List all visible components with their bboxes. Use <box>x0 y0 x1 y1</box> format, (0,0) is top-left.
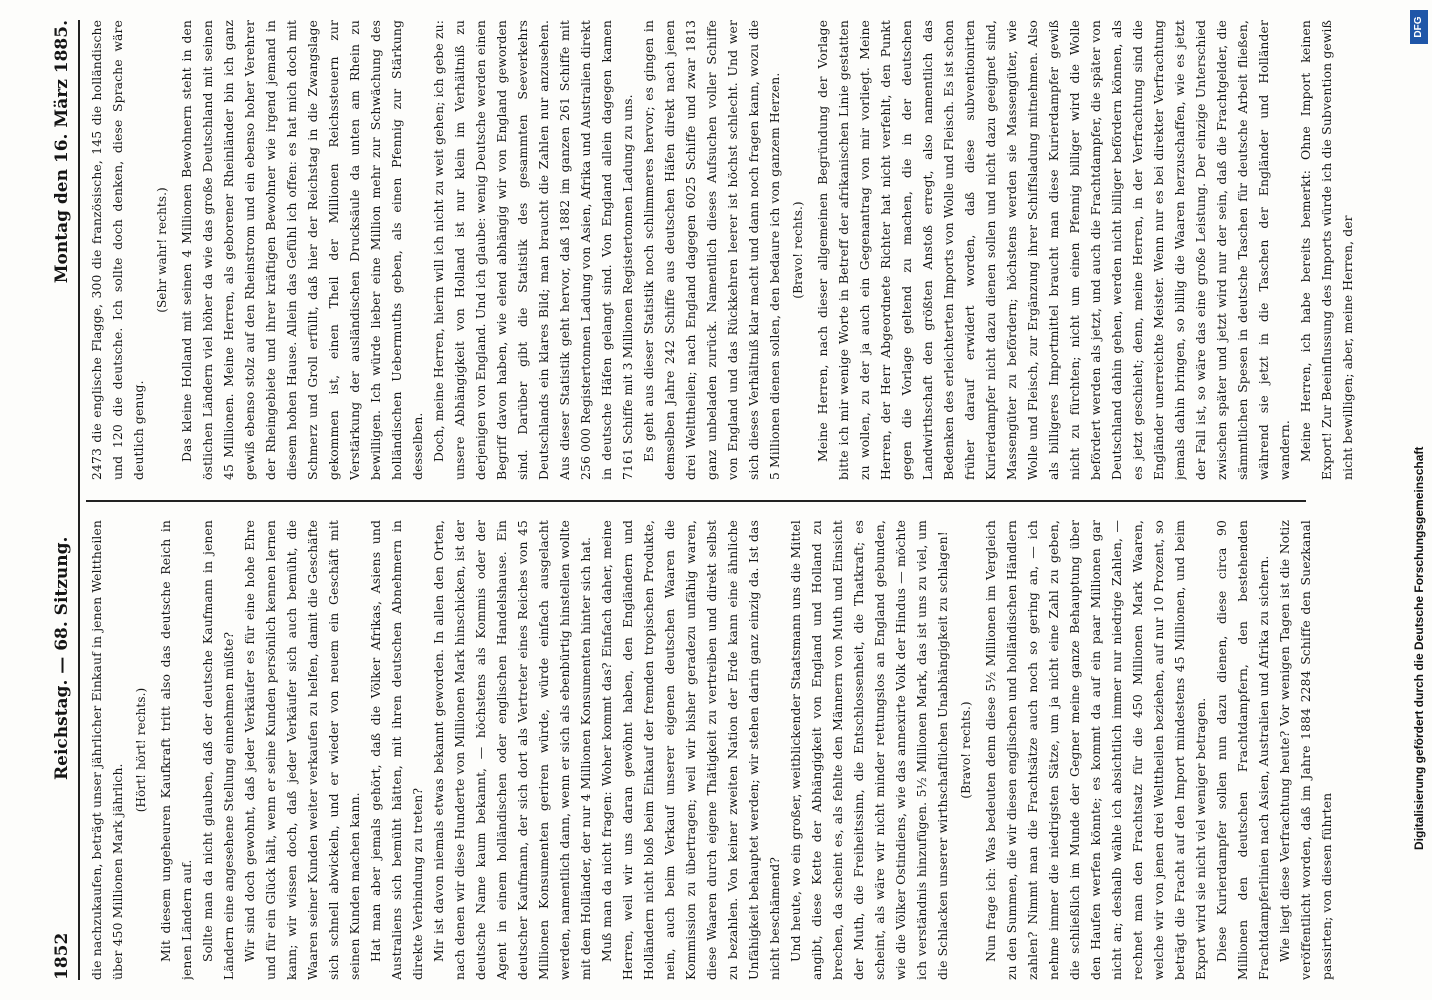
paragraph: Diese Kurierdampfer sollen nun dazu dienen, diese circa 90 Millionen den deutschen Frachtdampfern, den bestehenden Frachtdampferlinien nach Asien, Australien und Afrika zu sichern. <box>1214 520 1271 980</box>
paragraph: Wir sind doch gewohnt, daß jeder Verkäufer es für eine hohe Ehre und für ein Glück hält, wenn er seine Kunden persönlich kennen lernen kann; wir wissen doch, daß jeder Verkäufer sich auch bemüht, die Waaren seiner Kunden weiter verkaufen zu helfen, damit die Geschäfte sich schnell abwickeln, und er wieder von neuem ein Geschäft mit seinen Kunden machen kann. <box>242 520 362 980</box>
paragraph: Meine Herren, ich habe bereits bemerkt: Ohne Import keinen Export! Zur Beeinflussung des Imports würde ich die Subvention gewiß nicht bewilligen; aber, meine Herren, der <box>1298 20 1355 480</box>
paragraph: Und heute, wo ein großer, weitblickender Staatsmann uns die Mittel angibt, diese Kette der Abhängigkeit von England und Holland zu brechen, da scheint es, als fehlte den Männern von Muth und Einsicht der Muth, die Freiheitssinn, die Entschlossenheit, die Thatkraft; es scheint, als wäre wir nicht minder rettungslos an England gebunden, wie die Völker Ostindiens, wie das annexirte Volk der Hindus — möchte ich verständnis hinzufügen. 5½ Millionen Mark, das ist uns zu viel, um die Schlacken unserer wirthschaftlichen Unabhängigkeit zu schlagen! <box>788 520 950 980</box>
column-divider <box>86 500 1306 502</box>
paragraph: Wie liegt diese Verfrachtung heute? Vor wenigen Tagen ist die Notiz veröffentlicht worden, daß im Jahre 1884 2284 Schiffe den Suezkanal passirten; von diesen führten <box>1277 520 1334 980</box>
session-date: Montag den 16. März 1885. <box>52 20 72 284</box>
funding-note-text: Digitalisierung gefördert durch die Deutsche Forschungsgemeinschaft <box>1412 446 1426 850</box>
page-number: 1852 <box>52 932 72 980</box>
paragraph: Sollte man da nicht glauben, daß der deutsche Kaufmann in jenen Ländern eine angesehene Stellung einnehmen müßte? <box>200 520 236 980</box>
paragraph: Nun frage ich: Was bedeuten denn diese 5½ Millionen im Vergleich zu den Summen, die wir diesen englischen und holländischen Händlern zahlen? Nimmt man die Frachtsätze auch noch so gering an, — ich nehme immer die niedrigsten Sätze, um ja nicht eine Zahl zu geben, die schließlich im Munde der Gegner meine ganze Behauptung über den Haufen werfen könnte; es kommt da auf ein paar Millionen gar nicht an; deshalb wähle ich absichtlich immer nur niedrige Zahlen, — rechnet man den Frachtsatz für die 450 Millionen Mark Waaren, welche wir von jenen drei Welttheilen beziehen, auf nur 10 Prozent, so beträgt die Fracht auf den Import mindestens 45 Millionen, und beim Export wird sie nicht viel weniger betragen. <box>983 520 1208 980</box>
rotated-page-content <box>20 0 1400 1000</box>
paragraph: Doch, meine Herren, hierin will ich nicht zu weit gehen; ich gebe zu: unsere Abhängigkeit von Holland ist nur klein im Verhältniß zu derjenigen von England. Und ich glaube: wenig Deutsche werden einen Begriff davon haben, wie elend abhängig wir von England geworden sind. Darüber gibt die Statistik des gesammten Seeverkehrs Deutschlands ein klares Bild; man braucht die Zahlen nur anzusehen. Aus dieser Statistik geht hervor, daß 1882 im ganzen 261 Schiffe mit 256 000 Registertonnen Ladung von Asien, Afrika und Australien direkt in deutsche Häfen gelangt sind. Von England allein dagegen kamen 7161 Schiffe mit 3 Millionen Registertonnen Ladung zu uns. <box>431 20 635 480</box>
interjection: (Bravo! rechts.) <box>791 201 805 299</box>
paragraph: 2473 die englische Flagge, 300 die französische, 145 die holländische und 120 die deutsche. Ich sollte doch denken, diese Sprache wäre deutlich genug. <box>89 20 146 480</box>
paragraph: Mit diesem ungeheuren Kaufkraft tritt also das deutsche Reich in jenen Ländern auf. <box>158 520 194 980</box>
paragraph: Hat man aber jemals gehört, daß die Völker Afrikas, Asiens und Australiens sich bemüht hätten, mit ihren deutschen Abnehmern in direkte Verbindung zu treten? <box>368 520 425 980</box>
interjection: (Hört! hört! rechts.) <box>134 687 148 813</box>
paragraph: Das kleine Holland mit seinen 4 Millionen Bewohnern steht in den östlichen Ländern viel höher da wie das große Deutschland mit seinen 45 Millionen. Meine Herren, als geborener Rheinländer bin ich ganz gewiß ebenso stolz auf den Rheinstrom und ein ebenso hoher Verehrer der Rheingebiete und ihrer kräftigen Bewohner wie irgend jemand in diesem hohen Hause. Allein das Gefühl ich offen: es hat mich doch mit Schmerz und Groll erfüllt, daß hier der Reichstag in die Zwangslage gekommen ist, einen Theil der Millionen Reichssteuern zur Verstärkung der ausländischen Drucksäule da unten am Rhein zu bewilligen. Ich würde lieber eine Million mehr zur Schwächung des holländischen Uebermuths geben, als einen Pfennig zur Stärkung desselben. <box>179 20 425 480</box>
dfg-logo <box>1410 10 1428 44</box>
paragraph: Muß man da nicht fragen: Woher kommt das? Einfach daher, meine Herren, weil wir uns daran gewöhnt haben, den Engländern und Holländern nicht bloß beim Einkauf der fremden tropischen Produkte, nein, auch beim Verkauf unserer eigenen deutschen Waaren die Kommission zu übertragen; weil wir bisher geradezu unfähig waren, diese Waaren durch eigene Thätigkeit zu vertreiben und direkt selbst zu bezahlen. Von keiner zweiten Nation der Erde kann eine ähnliche Unfähigkeit behauptet werden; wir stehen darin ganz einzig da. Ist das nicht beschämend? <box>599 520 782 980</box>
right-text-column <box>86 20 1366 480</box>
dfg-logo-text: DFG <box>1413 16 1424 38</box>
left-text-column <box>86 520 1366 980</box>
funding-note <box>1409 150 1429 850</box>
paragraph: die nachzukaufen, beträgt unser jährlicher Einkauf in jenen Welttheilen über 450 Millionen Mark jährlich. <box>89 520 125 980</box>
paragraph: Meine Herren, nach dieser allgemeinen Begründung der Vorlage bitte ich mir wenige Worte in Betreff der afrikanischen Linie gestatten zu wollen, zu der ja auch ein Gegenantrag von mir vorliegt. Meine Herren, der Herr Abgeordnete Richter hat nicht verfehlt, den Punkt gegen die Vorlage geltend zu machen, die in der deutschen Landwirthschaft den größten Anstoß erregt, also namentlich das Bedenken des erleichterten Imports von Wolle und Fleisch. Es ist schon früher darauf erwidert worden, daß diese subventionirten Kurierdampfer nicht dazu dienen sollen und nicht dazu geeignet sind, Massengüter zu befördern; höchstens werden sie Massengüter, wie Wolle und Fleisch, zur Ergänzung ihrer Schiffsladung mitnehmen. Also als billigeres Importmittel braucht man diese Kurierdampfer gewiß nicht zu fürchten; nicht um einen Pfennig billiger wird die Wolle befördert werden als jetzt, und auch die Frachtdampfer, die später von Deutschland dahin gehen, werden nicht billiger befördern können, als es jetzt geschieht; denn, meine Herren, in der Verfrachtung sind die Engländer unerreichte Meister. Wenn nur es bei direkter Verfrachtung jemals dahin bringen, so billig die Waaren herzuschaffen, wie es jetzt der Fall ist, so wäre das eine große Leistung. Der einzige Unterschied zwischen später und jetzt wird nur der sein, daß die Frachtgelder, die sämmtlichen Spesen in deutsche Taschen für deutsche Arbeit fließen, während sie jetzt in die Taschen der Engländer und Holländer wandern. <box>815 20 1292 480</box>
paragraph: Mir ist davon niemals etwas bekannt geworden. In allen den Orten, nach denen wir diese Hunderte von Millionen Mark hinschicken, ist der deutsche Name kaum bekannt, — höchstens als Kommis oder der Agent in einem holländischen oder englischen Handelshause. Ein deutscher Kaufmann, der sich dort als Vertreter eines Reiches von 45 Millionen Konsumenten geriren würde, würde einfach ausgelacht werden, namentlich dann, wenn er sich als ebenbürtig hinstellen wollte mit dem Holländer, der nur 4 Millionen Konsumenten hinter sich hat. <box>431 520 593 980</box>
interjection: (Bravo! rechts.) <box>959 701 973 799</box>
page-header <box>52 20 80 980</box>
session-title: Reichstag. — 68. Sitzung. <box>52 536 72 780</box>
paragraph: Es geht aus dieser Statistik noch schlimmeres hervor; es gingen in demselben Jahre 242 Schiffe aus deutschen Häfen direkt nach jenen drei Welttheilen; nach England dagegen 6025 Schiffe und zwar 1813 ganz unbeladen zurück. Namentlich dieses Aufsuchen voller Schiffe von England und das Rückkehren leerer ist höchst schlecht. Und wer sich dieses Verhältniß klar macht und dann noch fragen kann, wozu die 5 Millionen dienen sollen, den bedaure ich von ganzem Herzen. <box>641 20 782 480</box>
interjection: (Sehr wahr! rechts.) <box>155 187 169 313</box>
